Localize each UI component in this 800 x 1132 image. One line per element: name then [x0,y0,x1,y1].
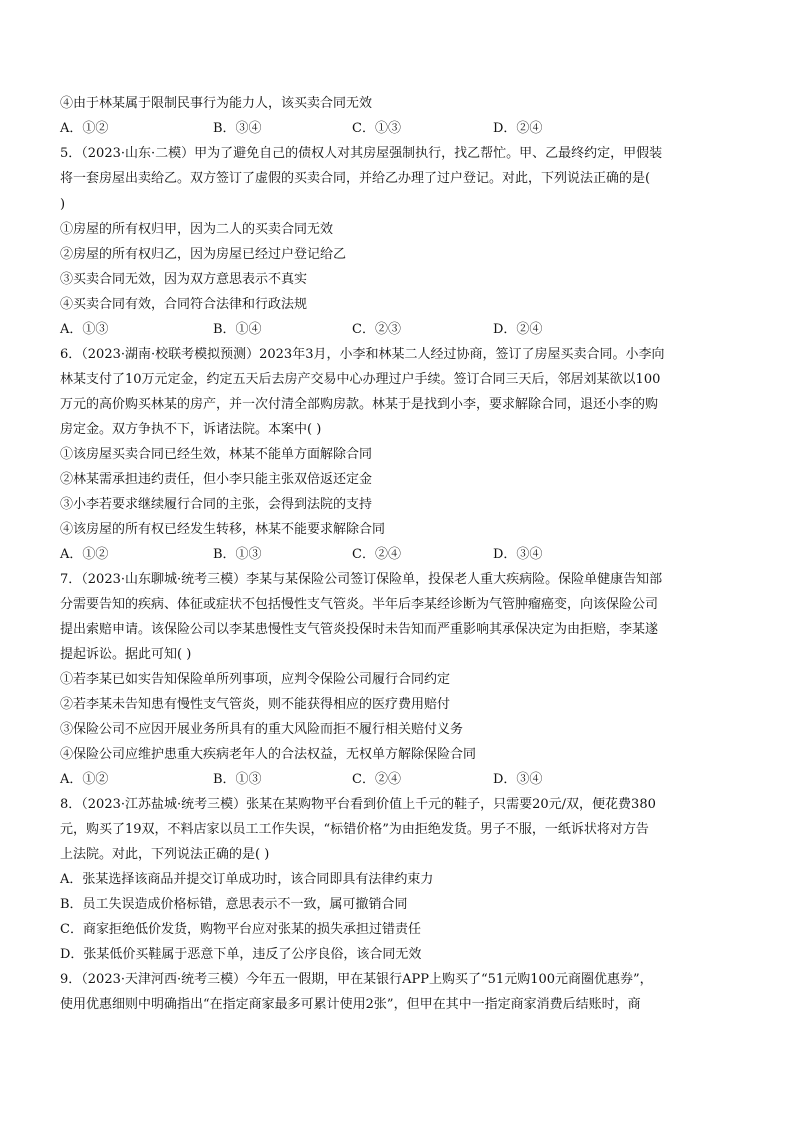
question-9-stem-line-2: 使用优惠细则中明确指出“在指定商家最多可累计使用2张”，但甲在其中一指定商家消费后结账时，商 [60,997,641,1012]
question-7-statement-4: ④保险公司应维护患重大疾病老年人的合法权益，无权单方解除保险合同 [60,747,477,762]
question-9-stem-line-1: 9．（2023·天津河西·统考三模）今年五一假期，甲在某银行APP上购买了“51元购100元商圈优惠券”， [60,972,653,987]
question-6-stem-line-1: 6．（2023·湖南·校联考模拟预测）2023年3月，小李和林某二人经过协商，签订了房屋买卖合同。小李向 [60,347,665,362]
question-7-stem-line-4: 提起诉讼。据此可知( ) [60,647,192,662]
question-7-statement-3: ③保险公司不应因开展业务所具有的重大风险而拒不履行相关赔付义务 [60,722,464,737]
question-5-stem-line-2: 将一套房屋出卖给乙。双方签订了虚假的买卖合同，并给乙办理了过户登记。对此，下列说法正确的是( [60,171,651,186]
option-d: D．②④ [493,121,543,136]
question-8-stem-line-1: 8．（2023·江苏盐城·统考三模）张某在某购物平台看到价值上千元的鞋子，只需要20元/双，便花费380 [60,797,656,812]
question-6-options [60,546,740,564]
option-b: B．③④ [213,121,262,136]
question-7-options [60,771,740,789]
question-8-choice-c: C．商家拒绝低价发货，购物平台应对张某的损失承担过错责任 [60,922,421,937]
question-5-statement-1: ①房屋的所有权归甲，因为二人的买卖合同无效 [60,222,334,237]
question-8-choice-a: A．张某选择该商品并提交订单成功时，该合同即具有法律约束力 [60,872,434,887]
question-7-statement-1: ①若李某已如实告知保险单所列事项，应判令保险公司履行合同约定 [60,672,451,687]
question-6-stem-line-3: 万元的高价购买林某的房产，并一次付清全部购房款。林某于是找到小李，要求解除合同，退还小李的购 [60,397,659,412]
question-5-stem-line-1: 5．（2023·山东·二模）甲为了避免自己的债权人对其房屋强制执行，找乙帮忙。甲、乙最终约定，甲假装 [60,146,663,161]
question-6-stem-line-4: 房定金。双方争执不下，诉诸法院。本案中( ) [60,422,322,437]
question-6-statement-1: ①该房屋买卖合同已经生效，林某不能单方面解除合同 [60,447,373,462]
option-c: C．②③ [352,322,401,337]
question-5-statement-3: ③买卖合同无效，因为双方意思表示不真实 [60,272,308,287]
option-a: A．①② [60,121,109,136]
option-a: A．①③ [60,322,109,337]
question-5-statement-2: ②房屋的所有权归乙，因为房屋已经过户登记给乙 [60,247,347,262]
question-5-stem-line-3: ) [60,197,66,212]
option-d: D．②④ [493,322,543,337]
option-a: A．①② [60,547,109,562]
question-8-stem-line-2: 元，购买了19双，不料店家以员工工作失误，“标错价格”为由拒绝发货。男子不服，一纸诉状将对方告 [60,822,649,837]
option-b: B．①③ [213,547,262,562]
question-7-statement-2: ②若李某未告知患有慢性支气管炎，则不能获得相应的医疗费用赔付 [60,697,451,712]
question-6-statement-3: ③小李若要求继续履行合同的主张，会得到法院的支持 [60,497,373,512]
option-a: A．①② [60,772,109,787]
question-6-statement-2: ②林某需承担违约责任，但小李只能主张双倍返还定金 [60,472,373,487]
option-d: D．③④ [493,547,543,562]
option-d: D．③④ [493,772,543,787]
question-5-options [60,321,740,339]
option-c: C．②④ [352,547,401,562]
question-6-statement-4: ④该房屋的所有权已经发生转移，林某不能要求解除合同 [60,522,386,537]
answer-options [60,120,740,138]
question-7-stem-line-1: 7．（2023·山东聊城·统考三模）李某与某保险公司签订保险单，投保老人重大疾病险。保险单健康告知部 [60,572,663,587]
statement-4: ④由于林某属于限制民事行为能力人，该买卖合同无效 [60,96,373,111]
question-6-stem-line-2: 林某支付了10万元定金，约定五天后去房产交易中心办理过户手续。签订合同三天后，邻居刘某欲以100 [60,372,661,387]
option-c: C．①③ [352,121,401,136]
option-b: B．①④ [213,322,262,337]
option-c: C．②④ [352,772,401,787]
question-7-stem-line-2: 分需要告知的疾病、体征或症状不包括慢性支气管炎。半年后李某经诊断为气管肿瘤癌变，向该保险公司 [60,597,659,612]
question-8-stem-line-3: 上法院。对此，下列说法正确的是( ) [60,847,270,862]
option-b: B．①③ [213,772,262,787]
question-7-stem-line-3: 提出索赔申请。该保险公司以李某患慢性支气管炎投保时未告知而严重影响其承保决定为由拒赔，李某遂 [60,622,659,637]
question-5-statement-4: ④买卖合同有效，合同符合法律和行政法规 [60,297,308,312]
question-8-choice-b: B．员工失误造成价格标错，意思表示不一致，属可撤销合同 [60,897,408,912]
question-8-choice-d: D．张某低价买鞋属于恶意下单，违反了公序良俗，该合同无效 [60,947,422,962]
